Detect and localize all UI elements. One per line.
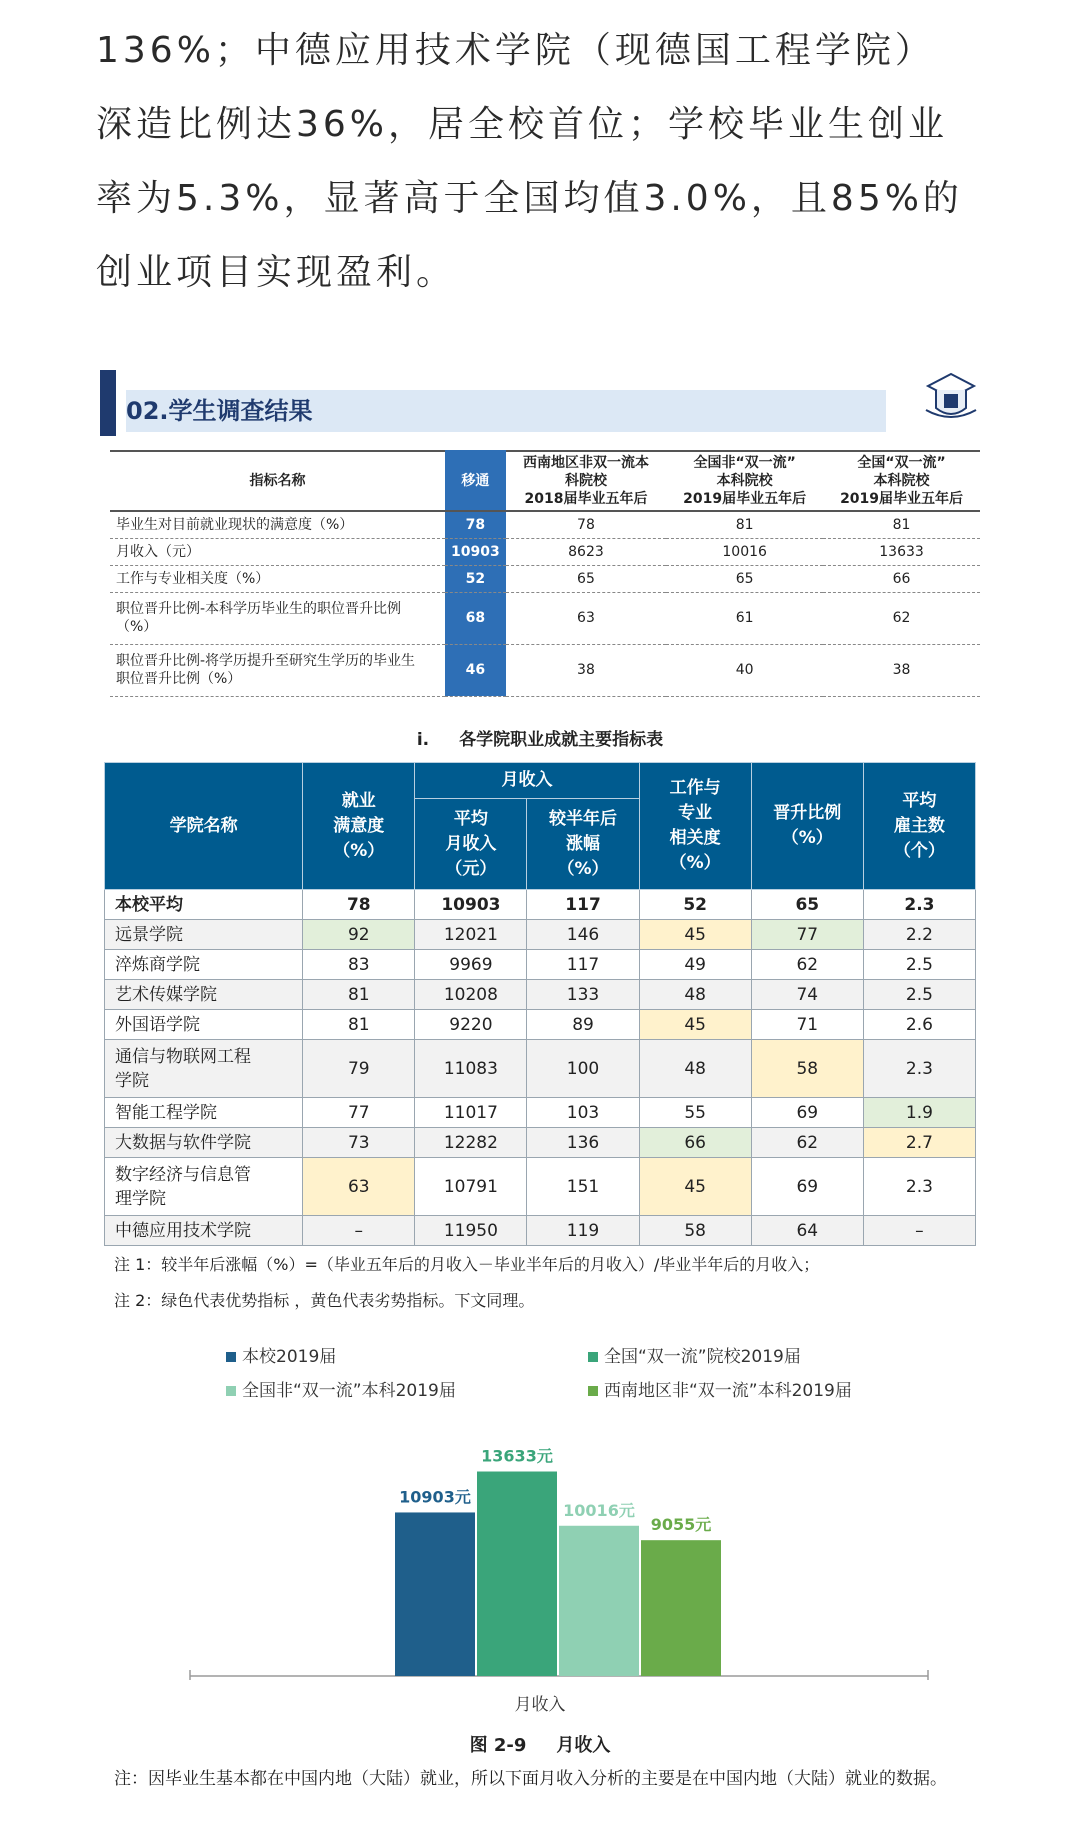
caption-number: i. [416,730,430,750]
college-name: 大数据与软件学院 [105,1128,303,1158]
row-name [110,592,445,644]
cell-income: 9969 [415,950,527,980]
cell-relevance: 49 [639,950,751,980]
header-line: 平均 [453,808,488,829]
cell-employer: 2.5 [863,980,975,1010]
bar-1 [477,1472,557,1676]
cell-promotion: 74 [751,980,863,1010]
cell-value: 62 [823,592,980,644]
income-bar-chart [180,1420,940,1680]
school-value: 10903 [445,538,506,565]
cell-employer: 2.5 [863,950,975,980]
cell-growth: 119 [527,1216,639,1246]
cell-value: 65 [666,565,823,592]
cell-promotion: 77 [751,920,863,950]
header-col3 [823,451,980,511]
table-header-row [110,451,980,511]
cell-relevance: 52 [639,890,751,920]
header-line: （%） [781,828,833,848]
table-row [105,920,976,950]
header-line: （%） [669,853,721,873]
cell-satisfaction: 81 [303,1010,415,1040]
table-row [105,980,976,1010]
bar-value-label: 9055元 [650,1515,712,1535]
cell-income: 11017 [415,1098,527,1128]
cell-satisfaction: 92 [303,920,415,950]
college-name: 艺术传媒学院 [105,980,303,1010]
figure-number: 图 2-9 [469,1735,527,1756]
college-name: 淬炼商学院 [105,950,303,980]
college-name: 中德应用技术学院 [105,1216,303,1246]
row-name-line: 职位晋升比例（%） [116,671,242,687]
table-row [105,1128,976,1158]
figure-caption [0,1731,1080,1757]
figure-title: 月收入 [556,1735,611,1756]
cell-relevance: 48 [639,1040,751,1098]
college-name [105,1040,303,1098]
header-line: 就业 [341,790,376,811]
cell-promotion: 64 [751,1216,863,1246]
header-line: 2019届毕业五年后 [840,491,964,507]
cell-growth: 89 [527,1010,639,1040]
header-line: 晋升比例 [773,803,842,823]
table-row [105,1040,976,1098]
table-row [110,592,980,644]
intro-line: 率为5.3%，显著高于全国均值3.0%，且85%的 [96,178,963,219]
header-income: 月收入 [415,763,639,799]
bar-2 [559,1526,639,1676]
cell-value: 10016 [666,538,823,565]
legend-item [588,1342,801,1367]
bar-value-label: 13633元 [481,1446,553,1466]
cell-employer: 2.2 [863,920,975,950]
cell-satisfaction: 78 [303,890,415,920]
cell-employer: 2.3 [863,1158,975,1216]
cell-relevance: 48 [639,980,751,1010]
legend-item [226,1342,336,1367]
header-indicator: 指标名称 [110,451,445,511]
cell-employer: 2.7 [863,1128,975,1158]
cell-income: 11083 [415,1040,527,1098]
header-satisfaction [303,763,415,890]
header-line: 全国“双一流” [857,455,946,471]
cell-promotion: 71 [751,1010,863,1040]
cell-relevance: 45 [639,1158,751,1216]
header-line: 2018届毕业五年后 [524,491,648,507]
header-line: 本科院校 [873,473,930,489]
intro-line: 创业项目实现盈利。 [96,252,457,293]
header-growth [527,799,639,890]
college-name: 外国语学院 [105,1010,303,1040]
cell-income: 12282 [415,1128,527,1158]
cell-value: 8623 [506,538,667,565]
cell-promotion: 58 [751,1040,863,1098]
header-school: 移通 [445,451,506,511]
row-name: 毕业生对目前就业现状的满意度（%） [110,511,445,538]
table-row [105,1158,976,1216]
header-line: 较半年后 [549,808,618,829]
table-header-row [105,763,976,799]
row-name-line: （%） [116,619,158,635]
table-row [110,538,980,565]
college-name-line: 通信与物联网工程 [115,1046,251,1067]
header-line: （%） [557,858,609,879]
cell-growth: 103 [527,1098,639,1128]
legend-label: 本校2019届 [242,1347,337,1367]
cell-relevance: 58 [639,1216,751,1246]
college-name: 智能工程学院 [105,1098,303,1128]
college-name: 远景学院 [105,920,303,950]
college-table-caption [0,725,1080,750]
bar-3 [641,1540,721,1676]
legend-item [226,1376,456,1401]
header-line: 西南地区非双一流本 [522,455,649,471]
college-name-line: 数字经济与信息管 [115,1164,251,1185]
school-value: 68 [445,592,506,644]
table-row [105,950,976,980]
cell-promotion: 69 [751,1158,863,1216]
legend-swatch [226,1386,236,1396]
table-note-2: 注 2：绿色代表优势指标 ，黄色代表劣势指标。下文同理。 [114,1291,535,1310]
cell-value: 78 [506,511,667,538]
table-row [105,890,976,920]
table-note-1: 注 1：较半年后涨幅（%）=（毕业五年后的月收入－毕业半年后的月收入）/毕业半年后的月收入； [114,1255,820,1274]
intro-paragraph [96,14,996,310]
cell-income: 10791 [415,1158,527,1216]
caption-text: 各学院职业成就主要指标表 [459,730,664,750]
row-name: 月收入（元） [110,538,445,565]
cell-satisfaction: 83 [303,950,415,980]
school-emblem-icon [922,370,980,422]
table-row [110,565,980,592]
cell-value: 66 [823,565,980,592]
cell-employer: 2.6 [863,1010,975,1040]
cell-satisfaction: 73 [303,1128,415,1158]
cell-growth: 146 [527,920,639,950]
cell-employer: – [863,1216,975,1246]
header-line: （元） [445,858,497,879]
cell-promotion: 62 [751,1128,863,1158]
legend-label: 西南地区非“双一流”本科2019届 [604,1381,852,1401]
cell-relevance: 45 [639,1010,751,1040]
legend-item [588,1376,852,1401]
x-axis-label: 月收入 [514,1695,566,1715]
header-line: 科院校 [564,473,607,489]
table-row [110,644,980,696]
college-name-line: 学院 [115,1070,149,1091]
cell-employer: 1.9 [863,1098,975,1128]
header-line: （个） [893,840,945,861]
legend-swatch [588,1386,598,1396]
cell-income: 10208 [415,980,527,1010]
cell-value: 13633 [823,538,980,565]
header-employer [863,763,975,890]
row-name-line: 职位晋升比例-将学历提升至研究生学历的毕业生 [116,653,416,669]
cell-value: 81 [823,511,980,538]
header-line: （%） [333,840,385,861]
cell-relevance: 45 [639,920,751,950]
table-row [105,1216,976,1246]
header-line: 2019届毕业五年后 [683,491,807,507]
header-line: 工作与 [669,778,721,798]
header-col1 [506,451,667,511]
header-line: 相关度 [669,828,721,848]
cell-growth: 117 [527,890,639,920]
college-name [105,1158,303,1216]
cell-satisfaction: 79 [303,1040,415,1098]
cell-growth: 151 [527,1158,639,1216]
header-promotion [751,763,863,890]
header-line: 月收入 [445,833,497,854]
bar-group [395,1447,721,1676]
cell-growth: 136 [527,1128,639,1158]
cell-promotion: 62 [751,950,863,980]
cell-employer: 2.3 [863,1040,975,1098]
cell-satisfaction: – [303,1216,415,1246]
cell-relevance: 66 [639,1128,751,1158]
school-value: 52 [445,565,506,592]
legend-label: 全国“双一流”院校2019届 [604,1347,801,1367]
cell-income: 12021 [415,920,527,950]
cell-value: 63 [506,592,667,644]
cell-growth: 100 [527,1040,639,1098]
bar-0 [395,1512,475,1676]
school-value: 46 [445,644,506,696]
cell-growth: 117 [527,950,639,980]
section-accent-bar [100,370,116,436]
cell-value: 65 [506,565,667,592]
row-name: 工作与专业相关度（%） [110,565,445,592]
cell-value: 38 [823,644,980,696]
header-line: 雇主数 [893,815,945,836]
bar-value-label: 10903元 [399,1487,471,1507]
college-name-line: 理学院 [115,1188,166,1209]
legend-swatch [226,1352,236,1362]
table-row [105,1098,976,1128]
header-line: 满意度 [333,815,385,836]
header-college-name: 学院名称 [105,763,303,890]
table-row [105,1010,976,1040]
cell-value: 81 [666,511,823,538]
cell-satisfaction: 77 [303,1098,415,1128]
cell-relevance: 55 [639,1098,751,1128]
header-line: 本科院校 [716,473,773,489]
header-line: 全国非“双一流” [693,455,796,471]
row-name-line: 职位晋升比例-本科学历毕业生的职位晋升比例 [116,601,402,617]
legend-label: 全国非“双一流”本科2019届 [242,1381,456,1401]
cell-employer: 2.3 [863,890,975,920]
cell-income: 10903 [415,890,527,920]
header-col2 [666,451,823,511]
cell-value: 38 [506,644,667,696]
table-row [110,511,980,538]
bar-value-label: 10016元 [563,1500,635,1520]
intro-line: 136%；中德应用技术学院（现德国工程学院） [96,30,935,71]
cell-growth: 133 [527,980,639,1010]
header-avg-income [415,799,527,890]
cell-income: 9220 [415,1010,527,1040]
intro-line: 深造比例达36%，居全校首位；学校毕业生创业 [96,104,949,145]
cell-value: 61 [666,592,823,644]
cell-value: 40 [666,644,823,696]
header-line: 平均 [902,790,937,811]
college-table [104,762,976,1246]
cell-promotion: 69 [751,1098,863,1128]
legend-swatch [588,1352,598,1362]
school-value: 78 [445,511,506,538]
survey-title: 02.学生调查结果 [126,390,886,432]
header-line: 涨幅 [566,833,601,854]
college-name: 本校平均 [105,890,303,920]
footnote: 注：因毕业生基本都在中国内地（大陆）就业，所以下面月收入分析的主要是在中国内地（大陆）就业的数据。 [114,1769,947,1789]
header-relevance [639,763,751,890]
cell-satisfaction: 63 [303,1158,415,1216]
survey-table [110,450,980,697]
cell-income: 11950 [415,1216,527,1246]
header-line: 专业 [678,803,713,823]
cell-promotion: 65 [751,890,863,920]
row-name [110,644,445,696]
cell-satisfaction: 81 [303,980,415,1010]
